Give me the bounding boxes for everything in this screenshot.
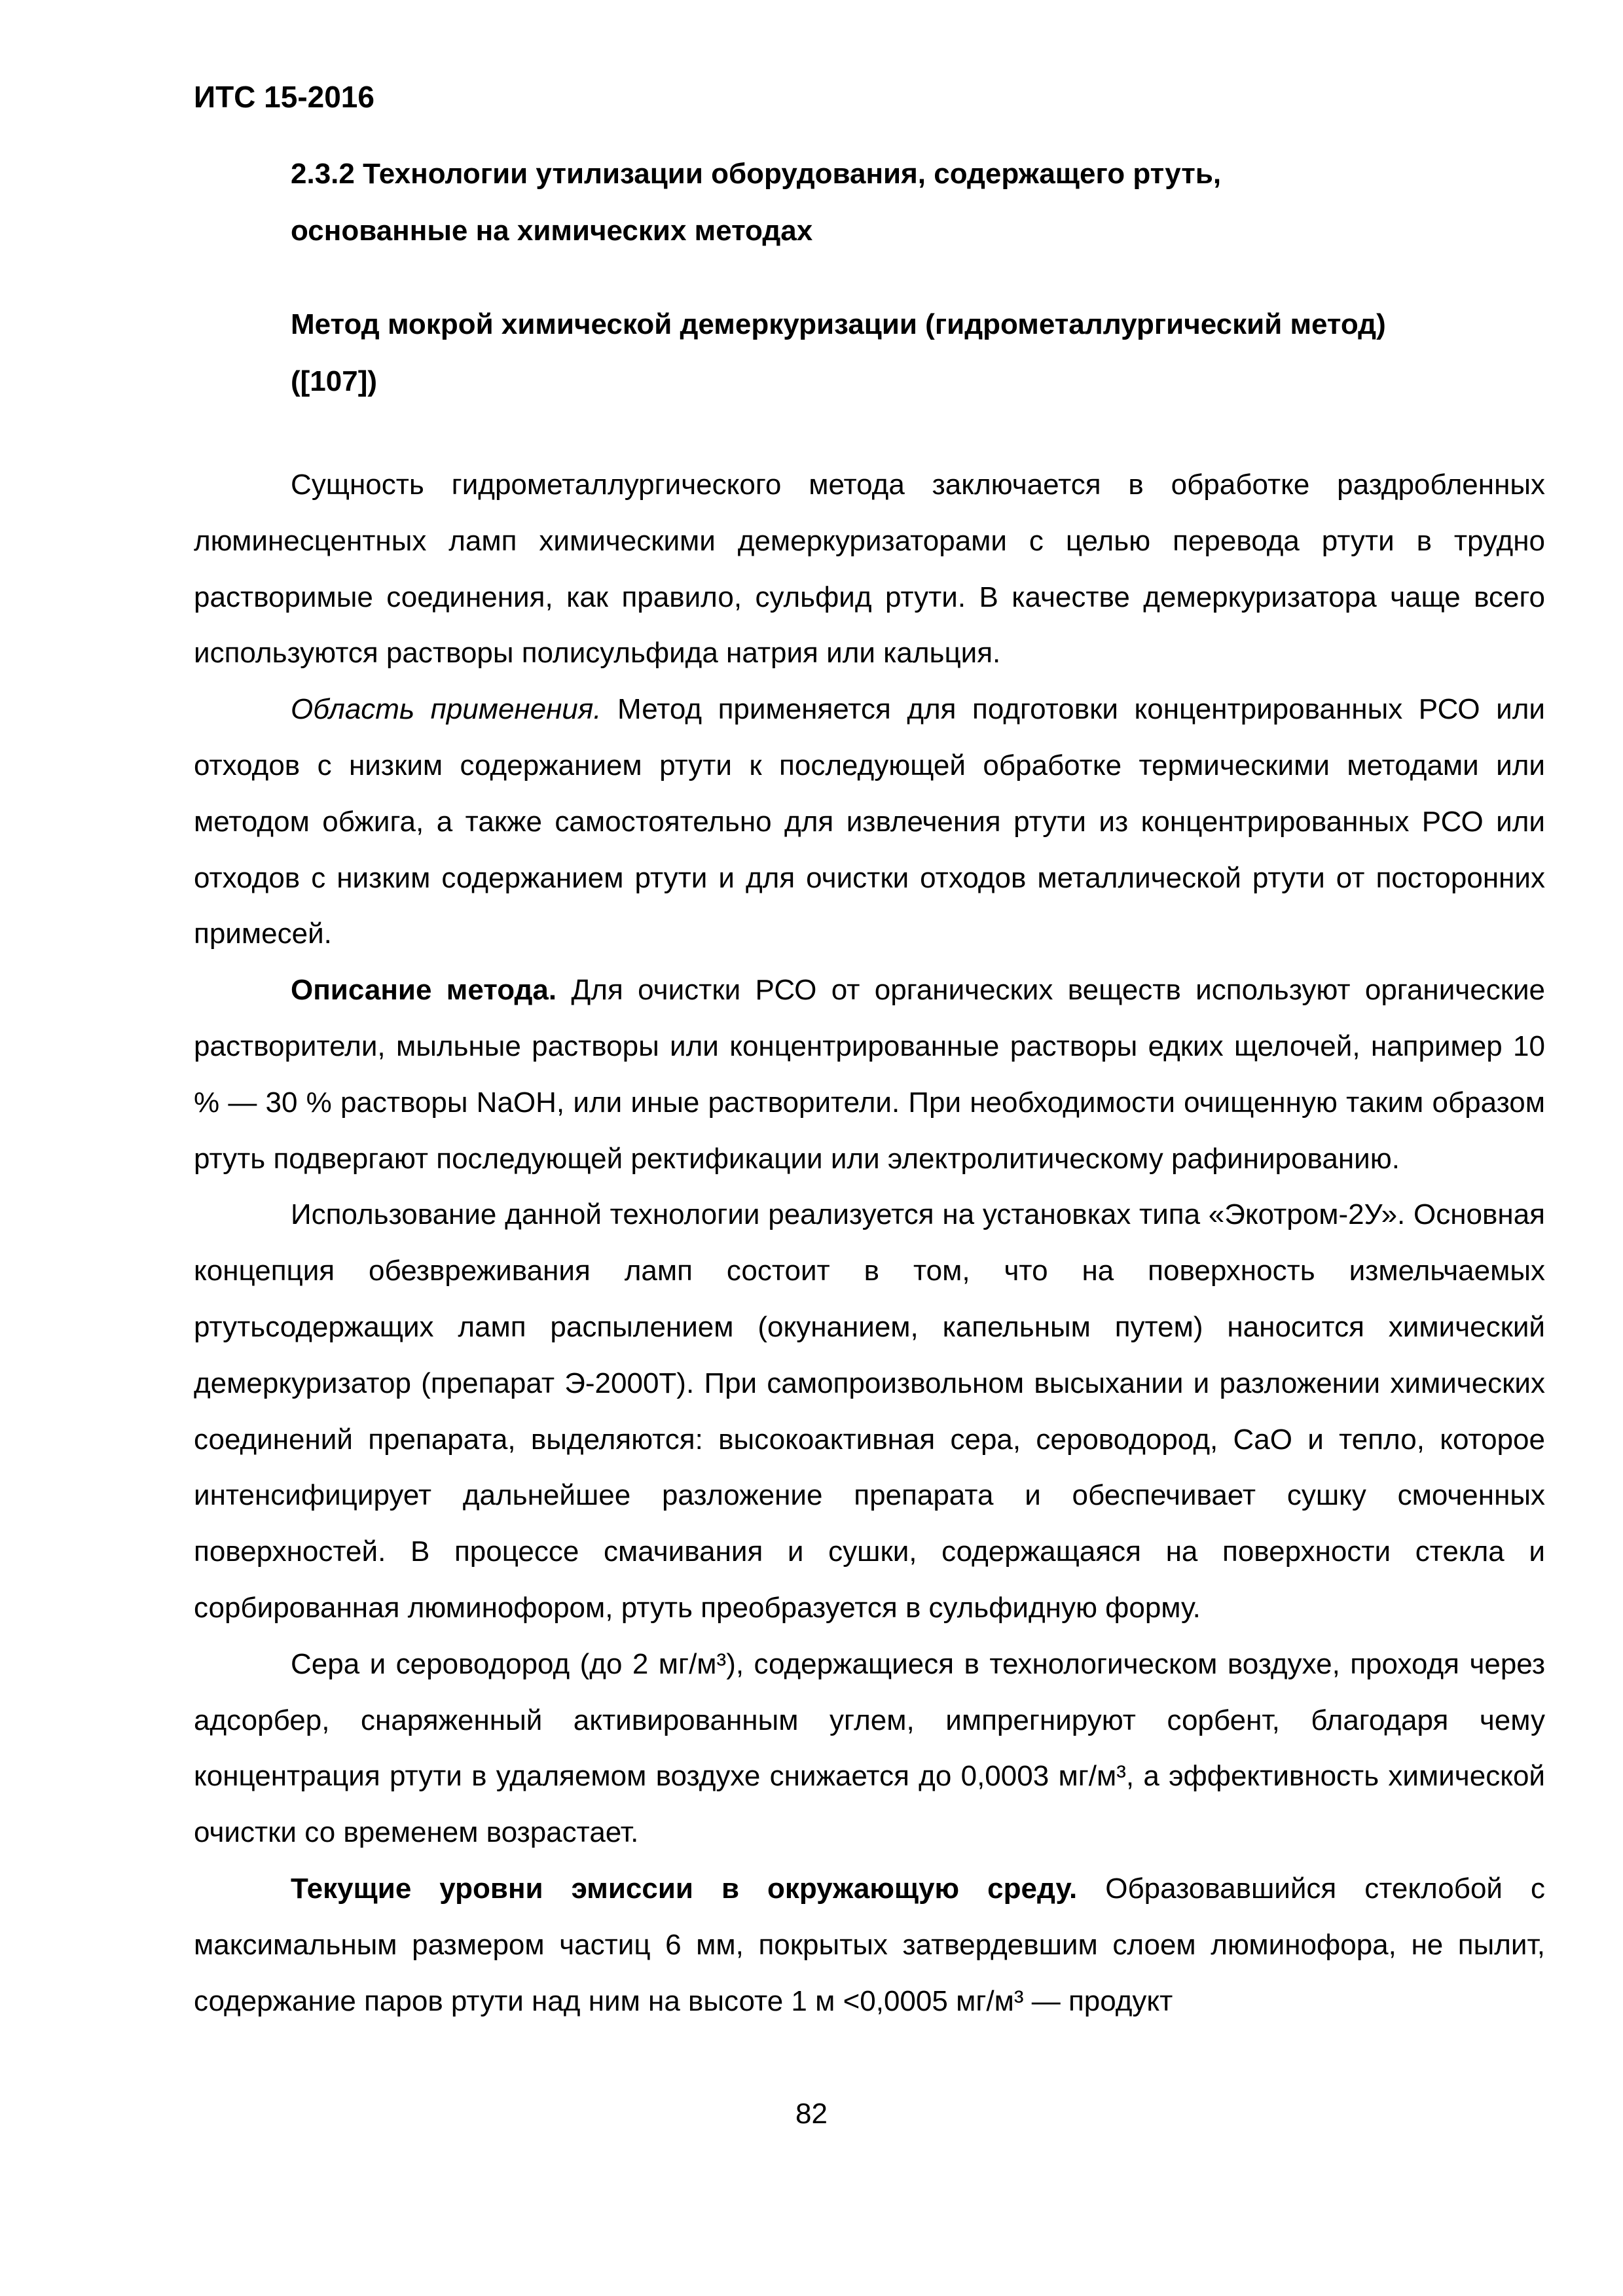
description-text: Для очистки РСО от органических веществ используют органические растворители, мыльные растворы или концентрированные растворы едких щелочей, например 10 % — 30 % растворы NaOH, или иные растворители. При необходимости очищенную таким образом ртуть подвергают последующей ректификации или электролитическому рафинированию. xyxy=(194,974,1545,1175)
paragraph-application xyxy=(194,681,1545,962)
paragraph-sulfur: Сера и сероводород (до 2 мг/м³), содержащиеся в технологическом воздухе, проходя через адсорбер, снаряженный активированным углем, импрегнируют сорбент, благодаря чему концентрация ртути в удаляемом воздухе снижается до 0,0003 мг/м³, а эффективность химической очистки со временем возрастает. xyxy=(194,1647,1545,1849)
emissions-label: Текущие уровни эмиссии в окружающую среду. xyxy=(291,1872,1078,1905)
page-number: 82 xyxy=(795,2098,828,2130)
paragraph-usage: Использование данной технологии реализуется на установках типа «Экотром-2У». Основная концепция обезвреживания ламп состоит в том, что на поверхность измельчаемых ртутьсодержащих ламп распылением (окунанием, капельным путем) наносится химический демеркуризатор (препарат Э-2000Т). При самопроизвольном высыхании и разложении химических соединений препарата, выделяются: высокоактивная сера, сероводород, CaO и тепло, которое интенсифицирует дальнейшее разложение препарата и обеспечивает сушку смоченных поверхностей. В процессе смачивания и сушки, содержащаяся на поверхности стекла и сорбированная люминофором, ртуть преобразуется в сульфидную форму. xyxy=(194,1198,1545,1624)
section-title-line2: основанные на химических методах xyxy=(291,215,813,247)
document-code: ИТС 15-2016 xyxy=(194,80,374,114)
page-content xyxy=(194,145,1545,2029)
application-text: Метод применяется для подготовки концентрированных РСО или отходов с низким содержанием ртути к последующей обработке термическими методами или методом обжига, а также самостоятельно для извлечения ртути из концентрированных РСО или отходов с низким содержанием ртути и для очистки отходов металлической ртути от посторонних примесей. xyxy=(194,693,1545,950)
method-title xyxy=(291,296,1545,410)
description-label: Описание метода. xyxy=(291,974,557,1007)
method-title-line1: Метод мокрой химической демеркуризации (гидрометаллургический метод) xyxy=(291,308,1386,340)
method-title-line2: ([107]) xyxy=(291,365,378,397)
paragraph-emissions xyxy=(194,1861,1545,2029)
paragraph-description xyxy=(194,962,1545,1187)
section-title xyxy=(291,145,1545,259)
application-label: Область применения. xyxy=(291,693,602,726)
section-title-line1: 2.3.2 Технологии утилизации оборудования, содержащего ртуть, xyxy=(291,158,1222,190)
paragraph-essence: Сущность гидрометаллургического метода заключается в обработке раздробленных люминесцентных ламп химическими демеркуризаторами с целью перевода ртути в трудно растворимые соединения, как правило, сульфид ртути. В качестве демеркуризатора чаще всего используются растворы полисульфида натрия или кальция. xyxy=(194,469,1545,670)
emissions-text: Образовавшийся стеклобой с максимальным размером частиц 6 мм, покрытых затвердевшим слоем люминофора, не пылит, содержание паров ртути над ним на высоте 1 м <0,0005 мг/м³ — продукт xyxy=(194,1872,1545,2017)
